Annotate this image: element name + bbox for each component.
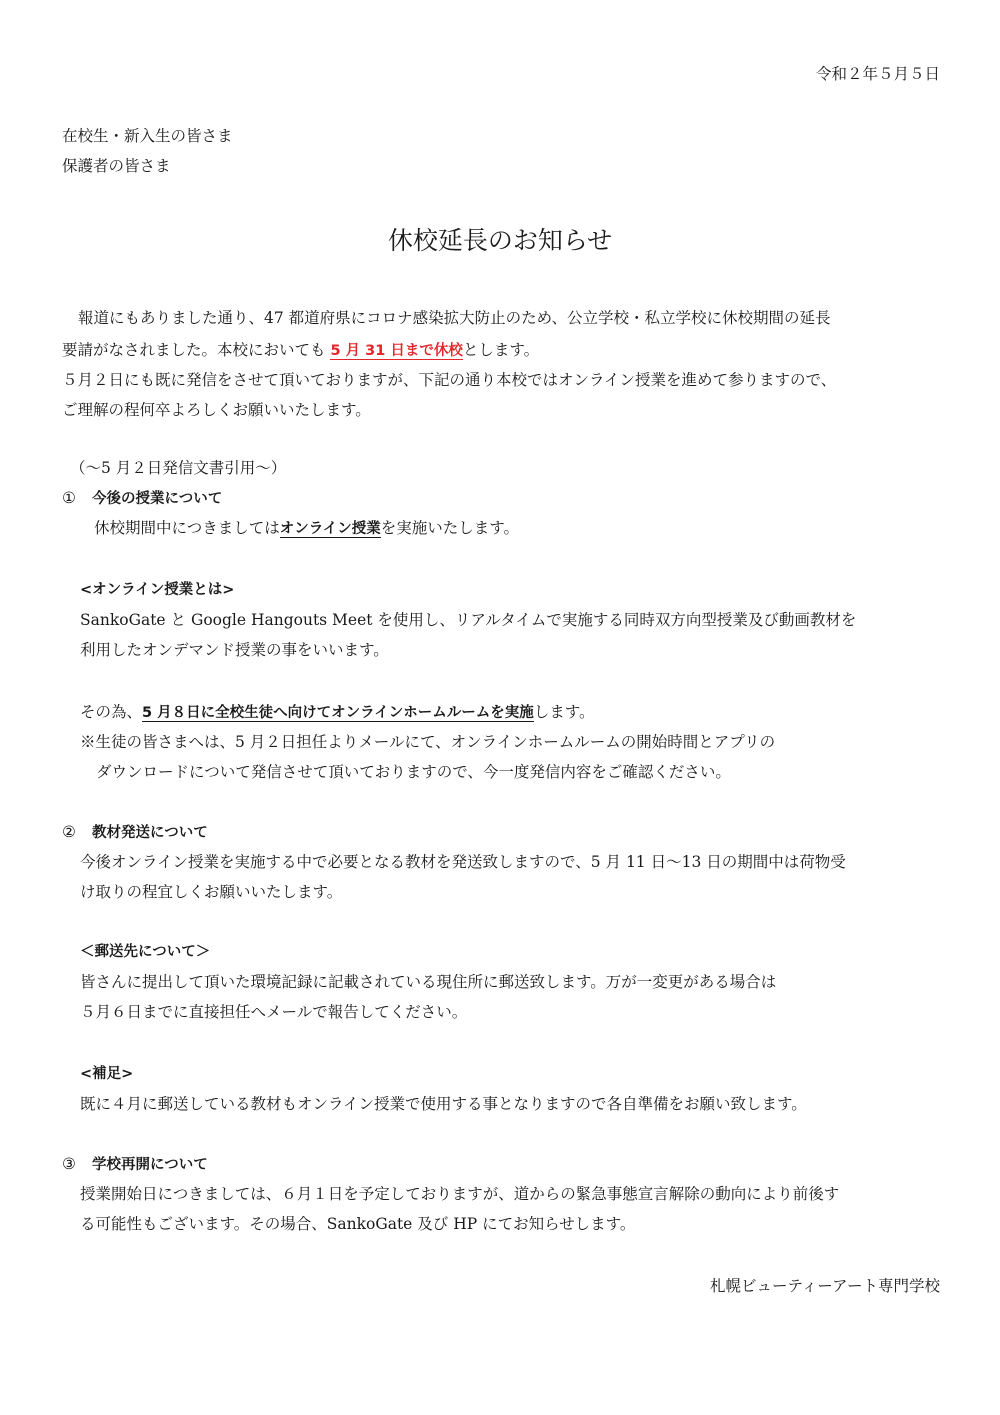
section-3-line-2: る可能性もございます。その場合、SankoGate 及び HP にてお知らせします。: [80, 1215, 636, 1233]
intro-line-2-pre: 要請がなされました。本校においても: [62, 341, 331, 359]
school-signature: 札幌ビューティーアート専門学校: [709, 1277, 940, 1295]
homeroom-line-pre: その為、: [80, 703, 143, 721]
section-1-number: ①: [62, 489, 76, 507]
intro-line-4: ご理解の程何卒よろしくお願いいたします。: [62, 401, 371, 419]
section-3-title: 学校再開について: [92, 1157, 208, 1173]
section-2-title: 教材発送について: [92, 825, 208, 841]
online-class-definition-line-2: 利用したオンデマンド授業の事をいいます。: [80, 641, 389, 659]
online-class-definition-heading: <オンライン授業とは>: [80, 582, 235, 598]
section-2-heading: [62, 822, 208, 843]
section-1-body: [94, 518, 519, 539]
quote-note: （〜5 月２日発信文書引用〜）: [70, 459, 287, 477]
homeroom-emphasis: 5 月８日に全校生徒へ向けてオンラインホームルームを実施: [142, 705, 534, 721]
closure-until-highlight: 5 月 31 日まで休校: [330, 343, 463, 359]
intro-line-3: ５月２日にも既に発信をさせて頂いておりますが、下記の通り本校ではオンライン授業を進めて参りますので、: [62, 371, 837, 389]
homeroom-line: [80, 702, 594, 723]
section-2-line-1: 今後オンライン授業を実施する中で必要となる教材を発送致しますので、5 月 11 日〜13 日の期間中は荷物受: [80, 853, 846, 871]
intro-line-1: 報道にもありました通り、47 都道府県にコロナ感染拡大防止のため、公立学校・私立学校に休校期間の延長: [78, 309, 831, 327]
section-1-body-pre: 休校期間中につきましては: [94, 519, 280, 537]
addressee-students: 在校生・新入生の皆さま: [62, 127, 233, 145]
section-3-number: ③: [62, 1155, 76, 1173]
homeroom-note-line-1: ※生徒の皆さまへは、5 月２日担任よりメールにて、オンラインホームルームの開始時間とアプリの: [80, 733, 776, 751]
section-2-number: ②: [62, 823, 76, 841]
section-1-title: 今後の授業について: [92, 491, 223, 507]
section-3-heading: [62, 1154, 208, 1175]
section-3-line-1: 授業開始日につきましては、６月１日を予定しておりますが、道からの緊急事態宣言解除の動向により前後す: [80, 1185, 840, 1203]
section-1-heading: [62, 488, 222, 509]
online-class-emphasis: オンライン授業: [279, 521, 381, 537]
section-2-line-2: け取りの程宜しくお願いいたします。: [80, 883, 343, 901]
shipping-address-line-1: 皆さんに提出して頂いた環境記録に記載されている現住所に郵送致します。万が一変更がある場合は: [80, 973, 777, 991]
addressee-guardians: 保護者の皆さま: [62, 157, 171, 175]
intro-line-2: [62, 340, 539, 361]
homeroom-note-line-2: ダウンロードについて発信させて頂いておりますので、今一度発信内容をご確認ください。: [96, 763, 731, 781]
document-date: 令和２年５月５日: [815, 65, 940, 83]
supplement-heading: <補足>: [80, 1066, 134, 1082]
homeroom-line-post: します。: [533, 703, 595, 721]
shipping-address-heading: ＜郵送先について＞: [80, 944, 211, 960]
online-class-definition-line-1: SankoGate と Google Hangouts Meet を使用し、リアルタイムで実施する同時双方向型授業及び動画教材を: [80, 611, 857, 629]
supplement-line-1: 既に４月に郵送している教材もオンライン授業で使用する事となりますので各自準備をお願い致します。: [80, 1095, 807, 1113]
shipping-address-line-2: ５月６日までに直接担任へメールで報告してください。: [80, 1003, 468, 1021]
document-title: 休校延長のお知らせ: [387, 226, 613, 255]
intro-line-2-post: とします。: [462, 341, 540, 359]
section-1-body-post: を実施いたします。: [380, 519, 520, 537]
